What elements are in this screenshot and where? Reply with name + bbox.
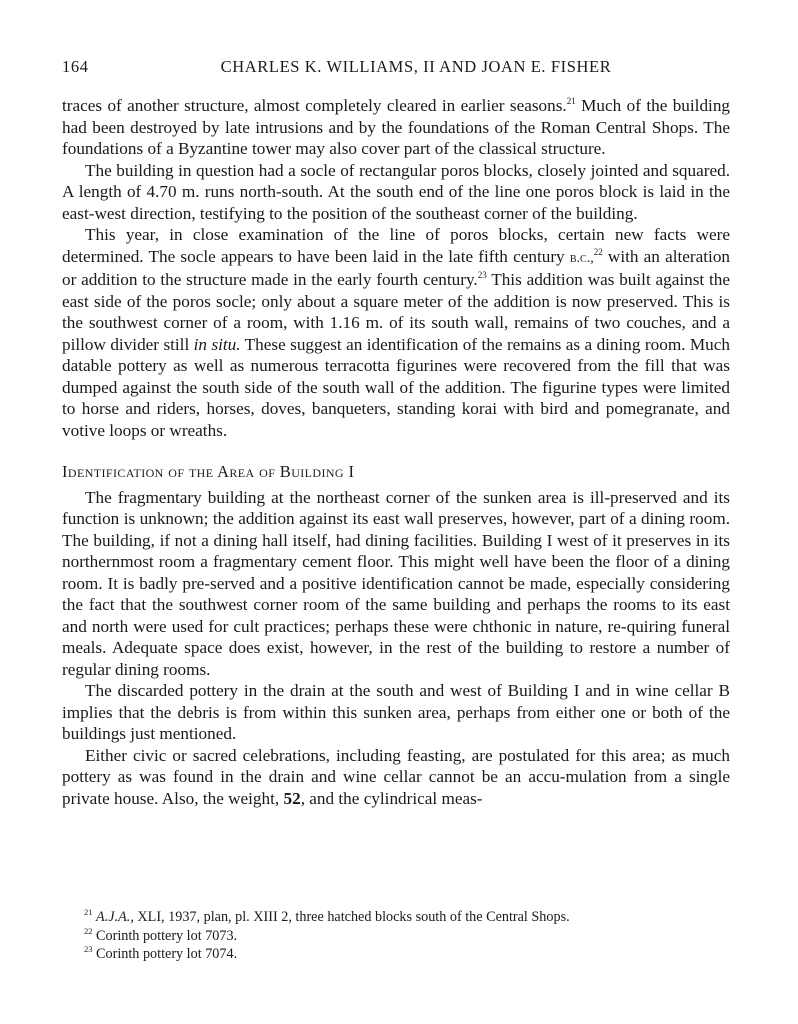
paragraph-3: This year, in close examination of the line of poros blocks, certain new facts were determined. The socle appears to have been laid in the late fifth century b.c.,$^{22}$ with an alteration or addition to the structure made in the early fourth century.$^{23}$ This addition was built against the east side of the poros socle; only about a square meter of the addition is now preserved. This is the southwest corner of a room, with 1.16 m. of its south wall, remains of two couches, and a pillow divider still in situ. These suggest an identification of the remains as a dining room. Much datable pottery as well as numerous terracotta figurines were recovered from the fill that was dumped against the south side of the south wall of the addition. The figurine types were limited to horse and riders, horses, doves, banqueters, standing korai with bird and pomegranate, and votive loops or wreaths. (62, 225, 731, 440)
section-heading: Identification of the Area of Building I (62, 462, 355, 481)
footnote-ref: 22 (593, 246, 603, 257)
body-text (62, 95, 730, 809)
footnote-ref: 23 (477, 270, 487, 280)
footnote-21: $^{21}$ A.J.A., XLI, 1937, plan, pl. XIII 2, three hatched blocks south of the Central Shops. (84, 907, 570, 925)
page-number: 164 (62, 57, 89, 76)
running-head: CHARLES K. WILLIAMS, II AND JOAN E. FISHER (220, 57, 612, 76)
paragraph-1: traces of another structure, almost completely cleared in earlier seasons.$^{21}$ Much of the building had been destroyed by late intrusions and by the foundations of the Roman Central Shops. The foundations of a Byzantine tower may also cover part of the classical structure. (62, 96, 731, 158)
paragraph-5: The discarded pottery in the drain at the south and west of Building I and in wine cellar B implies that the debris is from within this sunken area, perhaps from either one or both of the buildings just mentioned. (62, 681, 730, 743)
paragraph-4: The fragmentary building at the northeast corner of the sunken area is ill-preserved and its function is unknown; the addition against its east wall preserves, however, part of a dining room. The building, if not a dining hall itself, had dining facilities. Building I west of it preserves in its northernmost room a fragmentary cement floor. This might well have been the floor of a dining room. It is badly pre-served and a positive identification cannot be made, especially considering the fact that the southwest corner room of the same building and perhaps the rooms to its east and north were used for cult practices; perhaps these were chthonic in nature, re-quiring funeral meals. Adequate space does exist, however, in the rest of the building to restore a number of regular dining rooms. (62, 487, 730, 679)
page-header (62, 57, 730, 81)
footnote-ref: 21 (566, 96, 576, 106)
footnote-23: $^{23}$ Corinth pottery lot 7074. (84, 944, 238, 962)
footnote-22: $^{22}$ Corinth pottery lot 7073. (84, 925, 238, 944)
footnotes (84, 908, 730, 964)
paragraph-2: The building in question had a socle of rectangular poros blocks, closely jointed and squared. A length of 4.70 m. runs north-south. At the south end of the line one poros block is laid in the east-west direction, testifying to the position of the southeast corner of the building. (62, 160, 730, 223)
paragraph-6: Either civic or sacred celebrations, including feasting, are postulated for this area; as much pottery as was found in the drain and wine cellar cannot be an accu-mulation from a single private house. Also, the weight, 52, and the cylindrical meas- (62, 745, 730, 808)
